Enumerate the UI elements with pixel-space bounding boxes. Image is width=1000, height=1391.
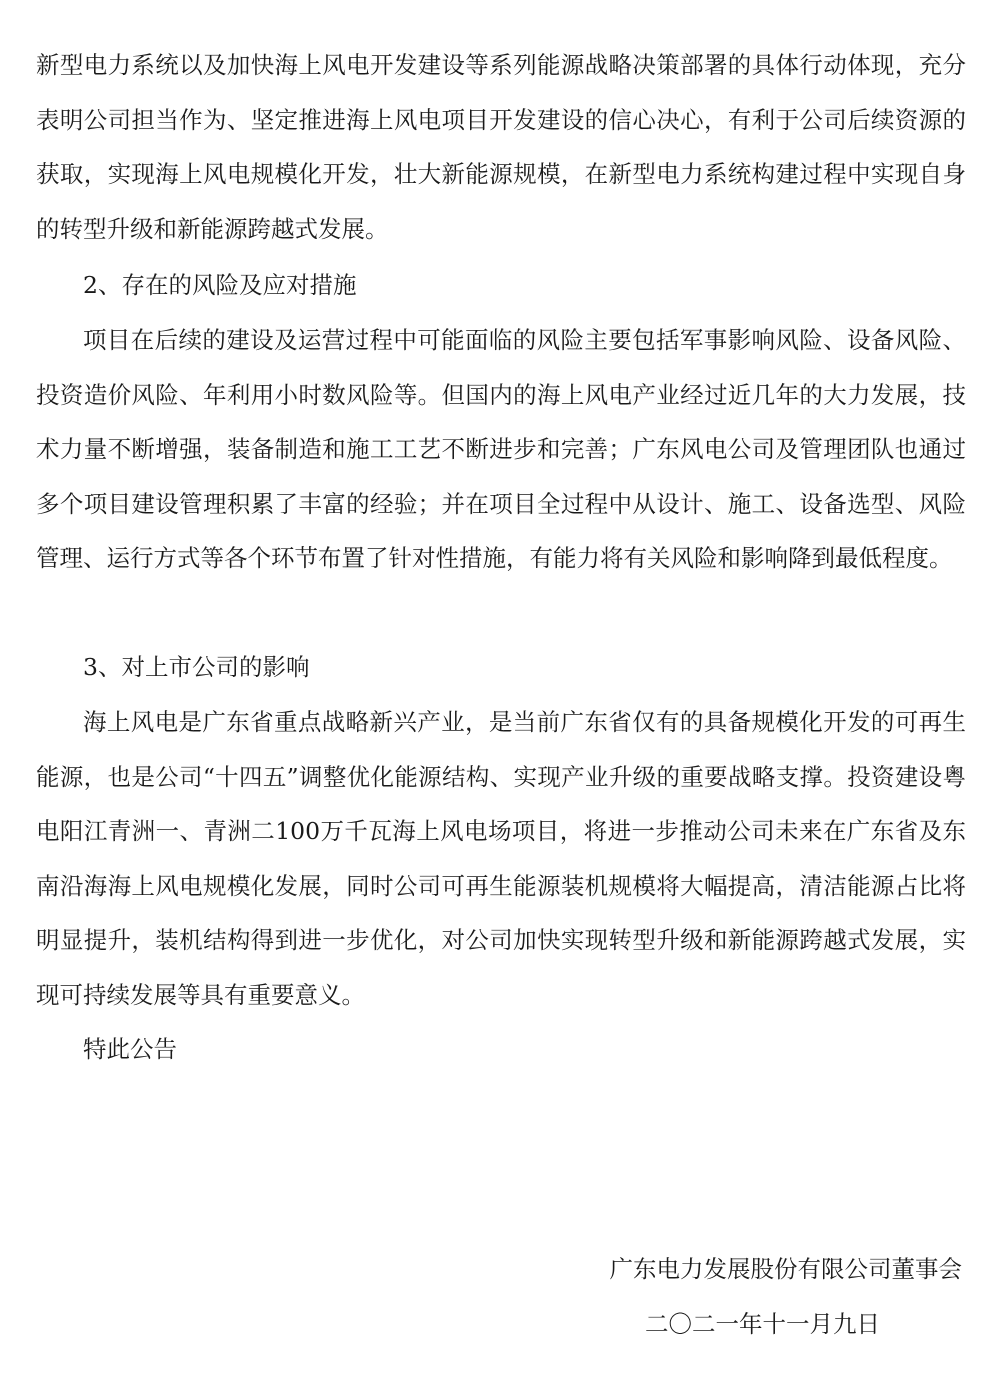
signature-date: 二〇二一年十一月九日: [645, 1310, 880, 1338]
paragraph-continued: 新型电力系统以及加快海上风电开发建设等系列能源战略决策部署的具体行动体现，充分表明公司担当作为、坚定推进海上风电项目开发建设的信心决心，有利于公司后续资源的获取，实现海上风电规模化开发，壮大新能源规模，在新型电力系统构建过程中实现自身的转型升级和新能源跨越式发展。: [36, 51, 966, 243]
section-2-body: 项目在后续的建设及运营过程中可能面临的风险主要包括军事影响风险、设备风险、投资造价风险、年利用小时数风险等。但国内的海上风电产业经过近几年的大力发展，技术力量不断增强，装备制造和施工工艺不断进步和完善；广东风电公司及管理团队也通过多个项目建设管理积累了丰富的经验；并在项目全过程中从设计、施工、设备选型、风险管理、运行方式等各个环节布置了针对性措施，有能力将有关风险和影响降到最低程度。: [36, 326, 966, 572]
section-3-heading: 3、对上市公司的影响: [83, 653, 310, 681]
closing-statement: 特此公告: [83, 1035, 177, 1063]
section-2-heading: 2、存在的风险及应对措施: [83, 271, 357, 299]
section-3-body: 海上风电是广东省重点战略新兴产业，是当前广东省仅有的具备规模化开发的可再生能源，也是公司“十四五”调整优化能源结构、实现产业升级的重要战略支撑。投资建设粤电阳江青洲一、青洲二100万千瓦海上风电场项目，将进一步推动公司未来在广东省及东南沿海海上风电规模化发展，同时公司可再生能源装机规模将大幅提高，清洁能源占比将明显提升，装机结构得到进一步优化，对公司加快实现转型升级和新能源跨越式发展，实现可持续发展等具有重要意义。: [36, 708, 966, 1009]
signature-company: 广东电力发展股份有限公司董事会: [609, 1255, 962, 1283]
